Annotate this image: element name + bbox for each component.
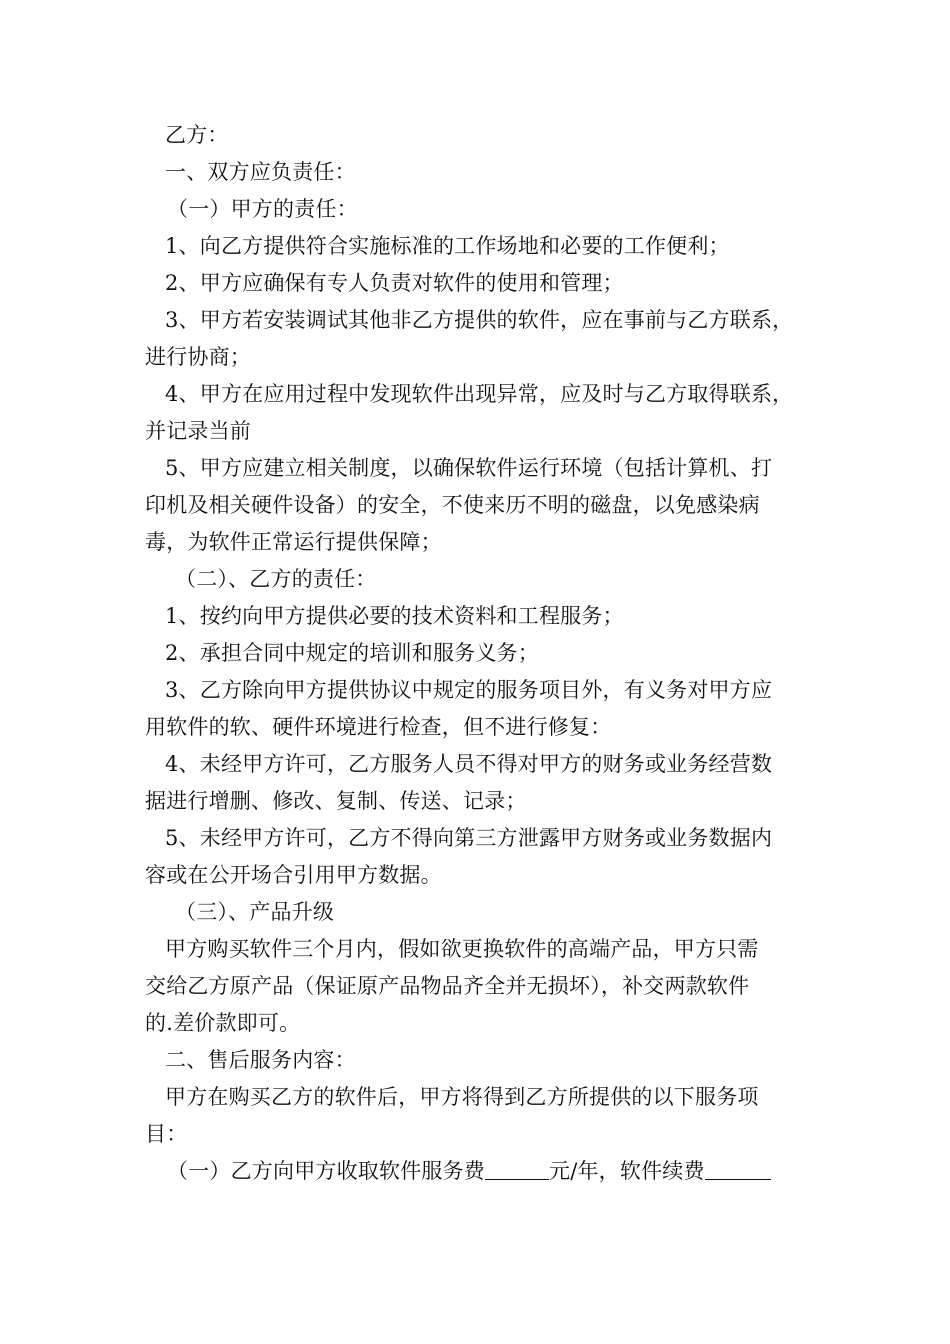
clause-line: 4、甲方在应用过程中发现软件出现异常，应及时与乙方取得联系， — [165, 382, 794, 406]
clause-continuation: 容或在公开场合引用甲方数据。 — [145, 863, 442, 887]
paragraph-continuation: 交给乙方原产品（保证原产品物品齐全并无损坏），补交两款软件 — [145, 974, 750, 998]
subsection-heading: （二）、乙方的责任： — [175, 567, 377, 591]
fee-blank-field[interactable] — [485, 1155, 549, 1180]
clause-continuation: 进行协商； — [145, 345, 251, 369]
paragraph-continuation: 目： — [145, 1122, 188, 1146]
clause-line: 1、按约向甲方提供必要的技术资料和工程服务； — [165, 604, 624, 628]
clause-line: 3、乙方除向甲方提供协议中规定的服务项目外，有义务对甲方应 — [165, 678, 773, 702]
clause-line: 2、甲方应确保有专人负责对软件的使用和管理； — [165, 271, 624, 295]
clause-continuation: 并记录当前 — [145, 419, 251, 443]
clause-continuation: 毒，为软件正常运行提供保障； — [145, 530, 442, 554]
subsection-heading: （一）甲方的责任： — [167, 197, 358, 221]
clause-continuation: 印机及相关硬件设备）的安全，不使来历不明的磁盘，以免感染病 — [145, 493, 760, 517]
paragraph-line: 甲方购买软件三个月内，假如欲更换软件的高端产品，甲方只需 — [165, 937, 759, 961]
section-heading: 二、售后服务内容： — [165, 1048, 356, 1072]
paragraph-line: 甲方在购买乙方的软件后，甲方将得到乙方所提供的以下服务项 — [165, 1085, 759, 1109]
clause-line: 4、未经甲方许可，乙方服务人员不得对甲方的财务或业务经营数 — [165, 752, 773, 776]
clause-line: 3、甲方若安装调试其他非乙方提供的软件，应在事前与乙方联系， — [165, 308, 794, 332]
section-heading: 一、双方应负责任： — [165, 160, 356, 184]
clause-continuation: 用软件的软、硬件环境进行检查，但不进行修复： — [145, 715, 612, 739]
fee-text-part1: （一）乙方向甲方收取软件服务费 — [167, 1159, 485, 1183]
fee-line — [145, 1153, 810, 1190]
fee-text-part2: 元/年，软件续费 — [549, 1159, 705, 1183]
subsection-heading: （三）、产品升级 — [175, 900, 335, 924]
document-body — [145, 117, 810, 1190]
party-b-label: 乙方： — [165, 123, 229, 147]
clause-line: 5、甲方应建立相关制度，以确保软件运行环境（包括计算机、打 — [165, 456, 773, 480]
clause-continuation: 据进行增删、修改、复制、传送、记录； — [145, 789, 527, 813]
clause-line: 2、承担合同中规定的培训和服务义务； — [165, 641, 539, 665]
paragraph-continuation: 的.差价款即可。 — [145, 1011, 301, 1035]
clause-line: 1、向乙方提供符合实施标准的工作场地和必要的工作便利； — [165, 234, 730, 258]
clause-line: 5、未经甲方许可，乙方不得向第三方泄露甲方财务或业务数据内 — [165, 826, 773, 850]
renewal-blank-field[interactable] — [705, 1155, 771, 1180]
